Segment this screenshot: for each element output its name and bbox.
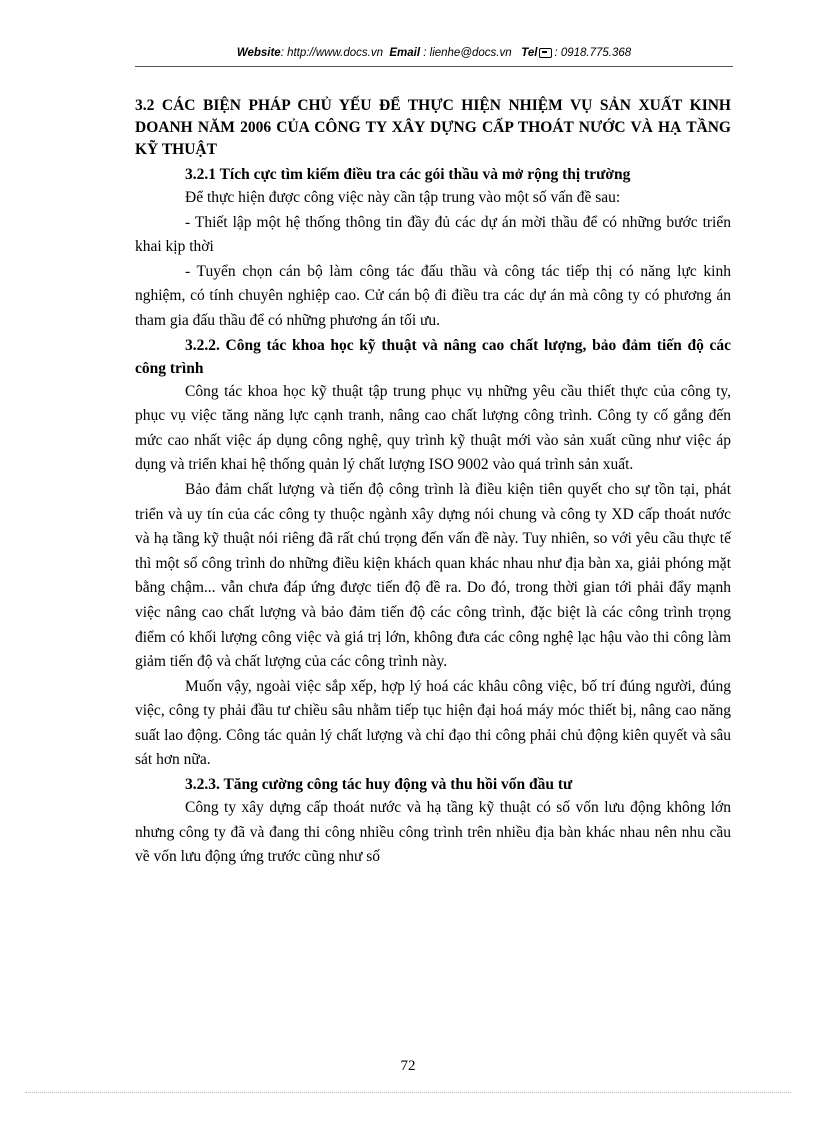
document-body <box>135 95 731 870</box>
tel-number: : 0918.775.368 <box>554 47 632 59</box>
section-heading-3-2-2: 3.2.2. Công tác khoa học kỹ thuật và nâng cao chất lượng, bảo đảm tiến độ các công trình <box>135 336 731 377</box>
section-heading-3-2-1: 3.2.1 Tích cực tìm kiếm điều tra các gói thầu và mở rộng thị trường <box>185 166 631 183</box>
email-label: Email <box>389 47 421 59</box>
page-number: 72 <box>400 1058 416 1074</box>
paragraph: - Thiết lập một hệ thống thông tin đầy đủ các dự án mời thầu để có những bước triển khai kịp thời <box>135 213 731 256</box>
website-label: Website <box>236 47 281 59</box>
phone-icon <box>539 48 552 58</box>
section-heading-3-2-3: 3.2.3. Tăng cường công tác huy động và thu hồi vốn đầu tư <box>185 776 573 794</box>
email-address[interactable]: : lienhe@docs.vn <box>423 47 512 59</box>
tel-label: Tel <box>521 47 538 59</box>
page-bottom-border <box>25 1092 791 1093</box>
paragraph: Bảo đảm chất lượng và tiến độ công trình là điều kiện tiên quyết cho sự tồn tại, phát triển và uy tín của các công ty thuộc ngành xây dựng nói chung và công ty XD cấp thoát nước và hạ tầng kỹ thuật nói riêng đã rất chú trọng đến vấn đề này. Tuy nhiên, so với yêu cầu thực tế thì một số công trình do những điều kiện khách quan khác nhau như địa bàn xa, giải phóng mặt bằng chậm... vẫn chưa đáp ứng được tiến độ đề ra. Do đó, trong thời gian tới phải đẩy mạnh việc nâng cao chất lượng và bảo đảm tiến độ các công trình, đặc biệt là các công trình trọng điểm có khối lượng công việc và giá trị lớn, không đưa các công nghệ lạc hậu vào thi công làm giảm tiến độ và chất lượng của các công trình này. <box>135 480 731 671</box>
paragraph: Muốn vậy, ngoài việc sắp xếp, hợp lý hoá các khâu công việc, bố trí đúng người, đúng việc, công ty phải đầu tư chiều sâu nhằm tiếp tục hiện đại hoá máy móc thiết bị, nâng cao năng suất lao động. Công tác quản lý chất lượng và chỉ đạo thi công phải chủ động kiên quyết và sâu sát hơn nữa. <box>135 677 731 769</box>
chapter-title: 3.2 CÁC BIỆN PHÁP CHỦ YẾU ĐỂ THỰC HIỆN NHIỆM VỤ SẢN XUẤT KINH DOANH NĂM 2006 CỦA CÔNG TY XÂY DỰNG CẤP THOÁT NƯỚC VÀ HẠ TẦNG KỸ THUẬT <box>135 97 731 158</box>
header-rule <box>135 66 733 67</box>
paragraph: Công tác khoa học kỹ thuật tập trung phục vụ những yêu cầu thiết thực của công ty, phục vụ việc tăng năng lực cạnh tranh, nâng cao chất lượng công trình. Công ty cố gắng đến mức cao nhất việc áp dụng công nghệ, quy trình kỹ thuật mới vào sản xuất cũng như việc áp dụng và triển khai hệ thống quản lý chất lượng ISO 9002 vào quá trình sản xuất. <box>135 382 731 474</box>
page-header <box>135 47 733 59</box>
paragraph: Để thực hiện được công việc này cần tập trung vào một số vấn đề sau: <box>185 189 621 206</box>
paragraph: Công ty xây dựng cấp thoát nước và hạ tầng kỹ thuật có số vốn lưu động không lớn nhưng công ty đã và đang thi công nhiều công trình trên nhiều địa bàn khác nhau nên nhu cầu về vốn lưu động ứng trước cũng như số <box>135 799 731 866</box>
website-url[interactable]: : http://www.docs.vn <box>280 47 383 59</box>
paragraph: - Tuyển chọn cán bộ làm công tác đấu thầu và công tác tiếp thị có năng lực kinh nghiệm, có tính chuyên nghiệp cao. Cử cán bộ đi điều tra các dự án mà công ty có phương án tham gia đấu thầu để có những phương án tối ưu. <box>135 262 731 329</box>
